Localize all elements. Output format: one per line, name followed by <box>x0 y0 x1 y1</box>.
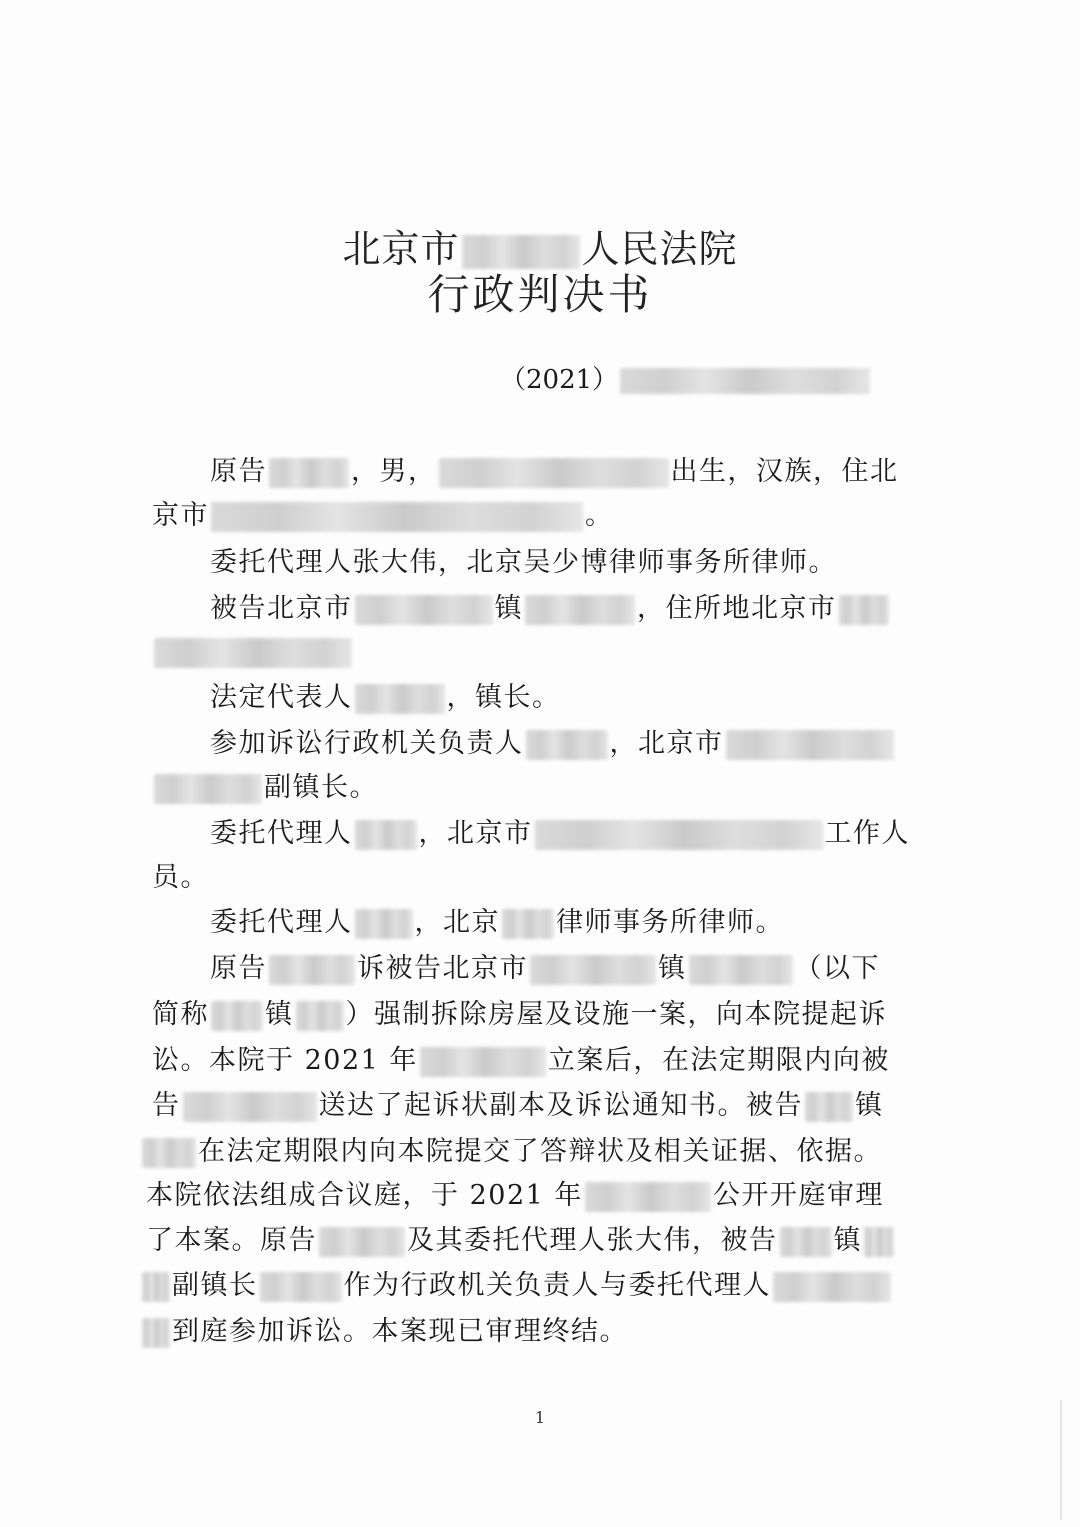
text-s7a: 了本案。原告 <box>146 1225 317 1256</box>
text-beijing: ，北京 <box>414 907 500 938</box>
redacted-agent-2-name <box>355 909 413 939</box>
redacted-defendant-address <box>154 638 352 668</box>
redacted-official-unit-cont <box>154 774 262 804</box>
defendant-line-2 <box>152 632 354 672</box>
text-s4a: 告 <box>152 1090 181 1121</box>
court-name-suffix: 人民法院 <box>581 227 738 271</box>
legal-representative-line <box>210 678 561 718</box>
text-staff: 工作人 <box>824 818 910 849</box>
text-defendant-label: 被告北京市 <box>210 593 353 624</box>
plaintiff-info-line-1 <box>210 452 899 492</box>
redacted-defendant-address-start <box>839 595 889 625</box>
redacted-s2-office <box>296 1001 344 1031</box>
redacted-s7-plaintiff <box>319 1227 405 1257</box>
text-s7c: 镇 <box>833 1225 862 1256</box>
case-number <box>500 360 872 400</box>
responsible-official-line-1 <box>210 724 896 764</box>
text-s7b: 及其委托代理人张大伟，被告 <box>407 1225 778 1256</box>
redacted-agent-1-unit <box>535 820 823 850</box>
redacted-birth-date <box>439 458 669 488</box>
text-s5: 在法定期限内向本院提交了答辩状及相关证据、依据。 <box>198 1136 882 1167</box>
case-summary-line-6 <box>146 1176 884 1216</box>
text-agent-label: 委托代理人 <box>210 818 353 849</box>
case-summary-line-5 <box>140 1132 882 1172</box>
text-s9: 到庭参加诉讼。本案现已审理终结。 <box>172 1316 628 1347</box>
redacted-s1-district <box>530 955 656 985</box>
redacted-law-firm-name <box>502 909 554 939</box>
responsible-official-line-2 <box>152 768 378 808</box>
redacted-s6-date <box>585 1182 711 1212</box>
case-summary-line-2 <box>152 995 887 1035</box>
redacted-legal-rep-name <box>355 684 445 714</box>
court-name-prefix: 北京市 <box>342 227 460 271</box>
text-s8b: 作为行政机关负责人与委托代理人 <box>343 1270 771 1301</box>
redacted-agent-1-name <box>355 820 417 850</box>
redacted-s7-end <box>864 1227 894 1257</box>
redacted-official-name <box>526 730 608 760</box>
text-s2a: 简称 <box>152 999 209 1030</box>
text-period: 。 <box>585 500 614 531</box>
case-summary-line-1 <box>210 949 880 989</box>
scan-edge-mark <box>1060 1400 1062 1520</box>
case-summary-line-9 <box>140 1312 628 1352</box>
redacted-defendant-office <box>525 595 635 625</box>
agent-1-line-1 <box>210 814 910 854</box>
text-city-2: ，北京市 <box>609 728 724 759</box>
text-s2b: 镇 <box>265 999 294 1030</box>
agent-1-line-2: 员。 <box>152 862 209 893</box>
court-name-heading <box>0 218 1080 271</box>
text-legal-rep-title: ，镇长。 <box>446 682 561 713</box>
redacted-s3-date <box>420 1047 546 1077</box>
text-s4b: 送达了起诉状副本及诉讼通知书。被告 <box>318 1090 803 1121</box>
case-summary-line-4 <box>152 1086 884 1126</box>
redacted-s8-office <box>142 1272 170 1302</box>
text-agent-label-2: 委托代理人 <box>210 907 353 938</box>
case-number-year: （2021） <box>500 365 619 395</box>
defendant-line-1 <box>210 589 891 629</box>
page-number: 1 <box>534 1408 546 1427</box>
text-s3a: 讼。本院于 2021 年 <box>152 1045 418 1076</box>
text-s3b: 立案后，在法定期限内向被 <box>547 1045 890 1076</box>
text-city-3: ，北京市 <box>418 818 533 849</box>
text-s1b: 诉被告北京市 <box>357 953 528 984</box>
text-gender: ，男， <box>351 456 437 487</box>
case-summary-line-8 <box>140 1266 893 1306</box>
text-s4c: 镇 <box>855 1090 884 1121</box>
redacted-plaintiff-name <box>269 458 349 488</box>
text-town: 镇 <box>494 593 523 624</box>
text-s1a: 原告 <box>210 953 267 984</box>
redacted-s8-deputy <box>260 1272 342 1302</box>
text-responsible-official-label: 参加诉讼行政机关负责人 <box>210 728 524 759</box>
redacted-s4-town <box>805 1092 853 1122</box>
text-defendant-address-label: ，住所地北京市 <box>637 593 837 624</box>
redacted-defendant-district <box>355 595 493 625</box>
text-s1c: 镇 <box>658 953 687 984</box>
redacted-s2-abbr <box>211 1001 263 1031</box>
redacted-official-unit <box>726 730 894 760</box>
text-legal-rep-label: 法定代表人 <box>210 682 353 713</box>
redacted-s8-agent <box>773 1272 891 1302</box>
text-city: 京市 <box>152 500 209 531</box>
text-s1d: （以下 <box>794 953 880 984</box>
redacted-plaintiff-address <box>211 502 583 532</box>
text-birth-ethnicity: 出生，汉族，住北 <box>670 456 899 487</box>
document-type-heading: 行政判决书 <box>427 270 653 319</box>
redacted-case-number <box>620 368 870 394</box>
redacted-s1-office <box>689 955 793 985</box>
text-deputy-mayor: 副镇长。 <box>264 772 378 803</box>
plaintiff-agent-line: 委托代理人张大伟，北京吴少博律师事务所律师。 <box>210 547 837 578</box>
text-plaintiff-label: 原告 <box>210 456 267 487</box>
text-s6a: 本院依法组成合议庭，于 2021 年 <box>146 1180 583 1211</box>
redacted-s1-plaintiff <box>269 955 355 985</box>
text-s8a: 副镇长 <box>172 1270 258 1301</box>
text-s2c: ）强制拆除房屋及设施一案，向本院提起诉 <box>345 999 887 1030</box>
case-summary-line-7 <box>146 1221 896 1261</box>
plaintiff-info-line-2 <box>152 496 614 536</box>
case-summary-line-3 <box>152 1041 890 1081</box>
agent-2-line <box>210 903 784 943</box>
text-s6b: 公开开庭审理 <box>712 1180 884 1211</box>
redacted-s9-agent <box>142 1318 170 1348</box>
text-law-firm: 律师事务所律师。 <box>556 907 784 938</box>
redacted-s4-defendant <box>183 1092 317 1122</box>
redacted-s5-office <box>142 1138 196 1168</box>
redacted-s7-town <box>780 1227 832 1257</box>
